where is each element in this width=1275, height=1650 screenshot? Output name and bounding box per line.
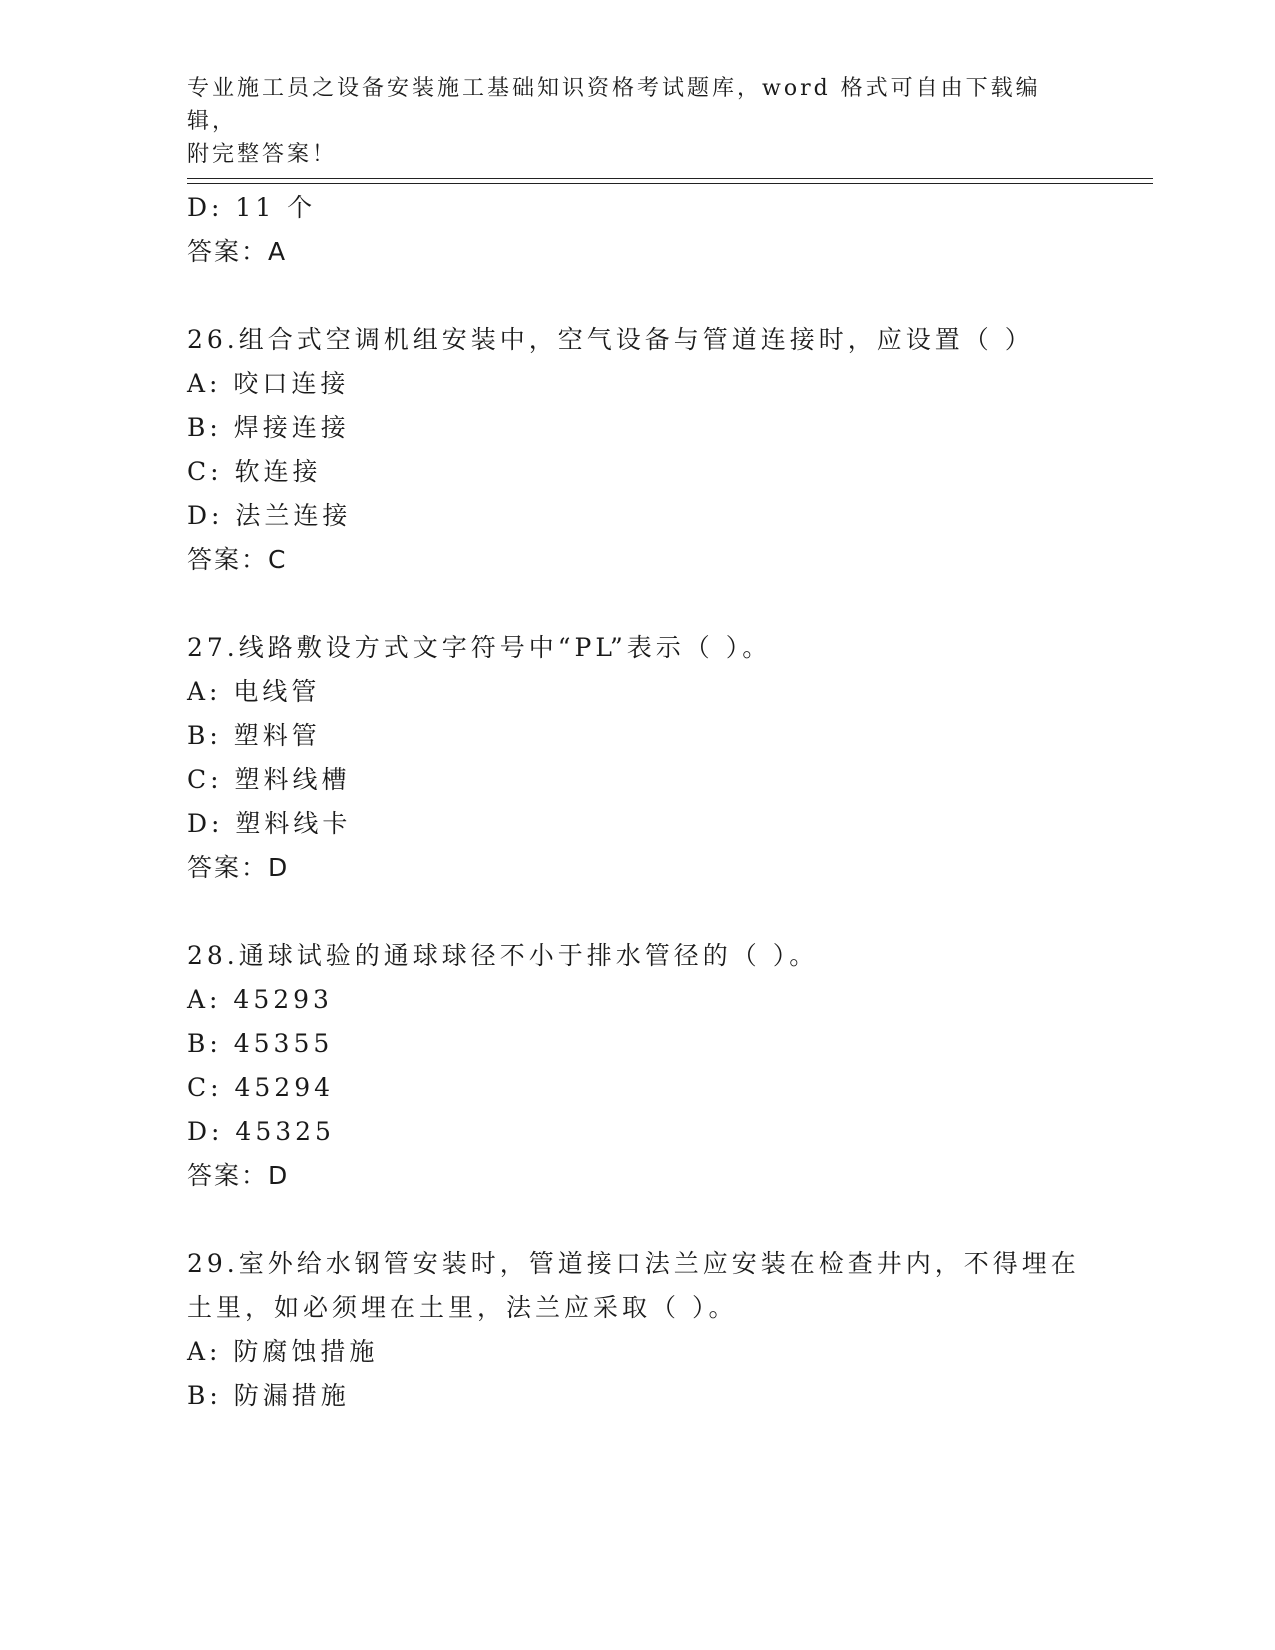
- q25-option-d: D: 11 个: [187, 193, 317, 222]
- q27-option-b: B: 塑料管: [187, 721, 321, 750]
- q27-option-a: A: 电线管: [187, 677, 321, 706]
- header-divider-bottom: [187, 183, 1153, 184]
- q26-question: 26.组合式空调机组安装中，空气设备与管道连接时，应设置（ ）: [187, 325, 1034, 354]
- q27-answer: 答案：D: [187, 853, 290, 882]
- q28-option-c: C: 45294: [187, 1073, 335, 1102]
- document-header: [187, 72, 1087, 171]
- q27-option-d: D: 塑料线卡: [187, 809, 352, 838]
- q27-question: 27.线路敷设方式文字符号中“PL”表示（ ）。: [187, 633, 772, 662]
- q26-option-c: C: 软连接: [187, 457, 322, 486]
- q28-option-b: B: 45355: [187, 1029, 334, 1058]
- header-divider-top: [187, 178, 1153, 179]
- q28-answer: 答案：D: [187, 1161, 290, 1190]
- header-line-2: 附完整答案！: [187, 142, 338, 167]
- q27-option-c: C: 塑料线槽: [187, 765, 351, 794]
- header-line-1: 专业施工员之设备安装施工基础知识资格考试题库，word 格式可自由下载编辑，: [187, 76, 1041, 134]
- q29-question-line-1: 29.室外给水钢管安装时，管道接口法兰应安装在检查井内，不得埋在: [187, 1249, 1080, 1278]
- q28-option-a: A: 45293: [187, 985, 333, 1014]
- q28-option-d: D: 45325: [187, 1117, 335, 1146]
- q26-option-a: A: 咬口连接: [187, 369, 350, 398]
- q29-question-line-2: 土里，如必须埋在土里，法兰应采取（ ）。: [187, 1293, 738, 1322]
- q25-answer: 答案：A: [187, 237, 288, 266]
- q26-option-b: B: 焊接连接: [187, 413, 350, 442]
- q29-option-a: A: 防腐蚀措施: [187, 1337, 379, 1366]
- q29-option-b: B: 防漏措施: [187, 1381, 350, 1410]
- q28-question: 28.通球试验的通球球径不小于排水管径的（ ）。: [187, 941, 819, 970]
- q26-option-d: D: 法兰连接: [187, 501, 352, 530]
- q26-answer: 答案：C: [187, 545, 288, 574]
